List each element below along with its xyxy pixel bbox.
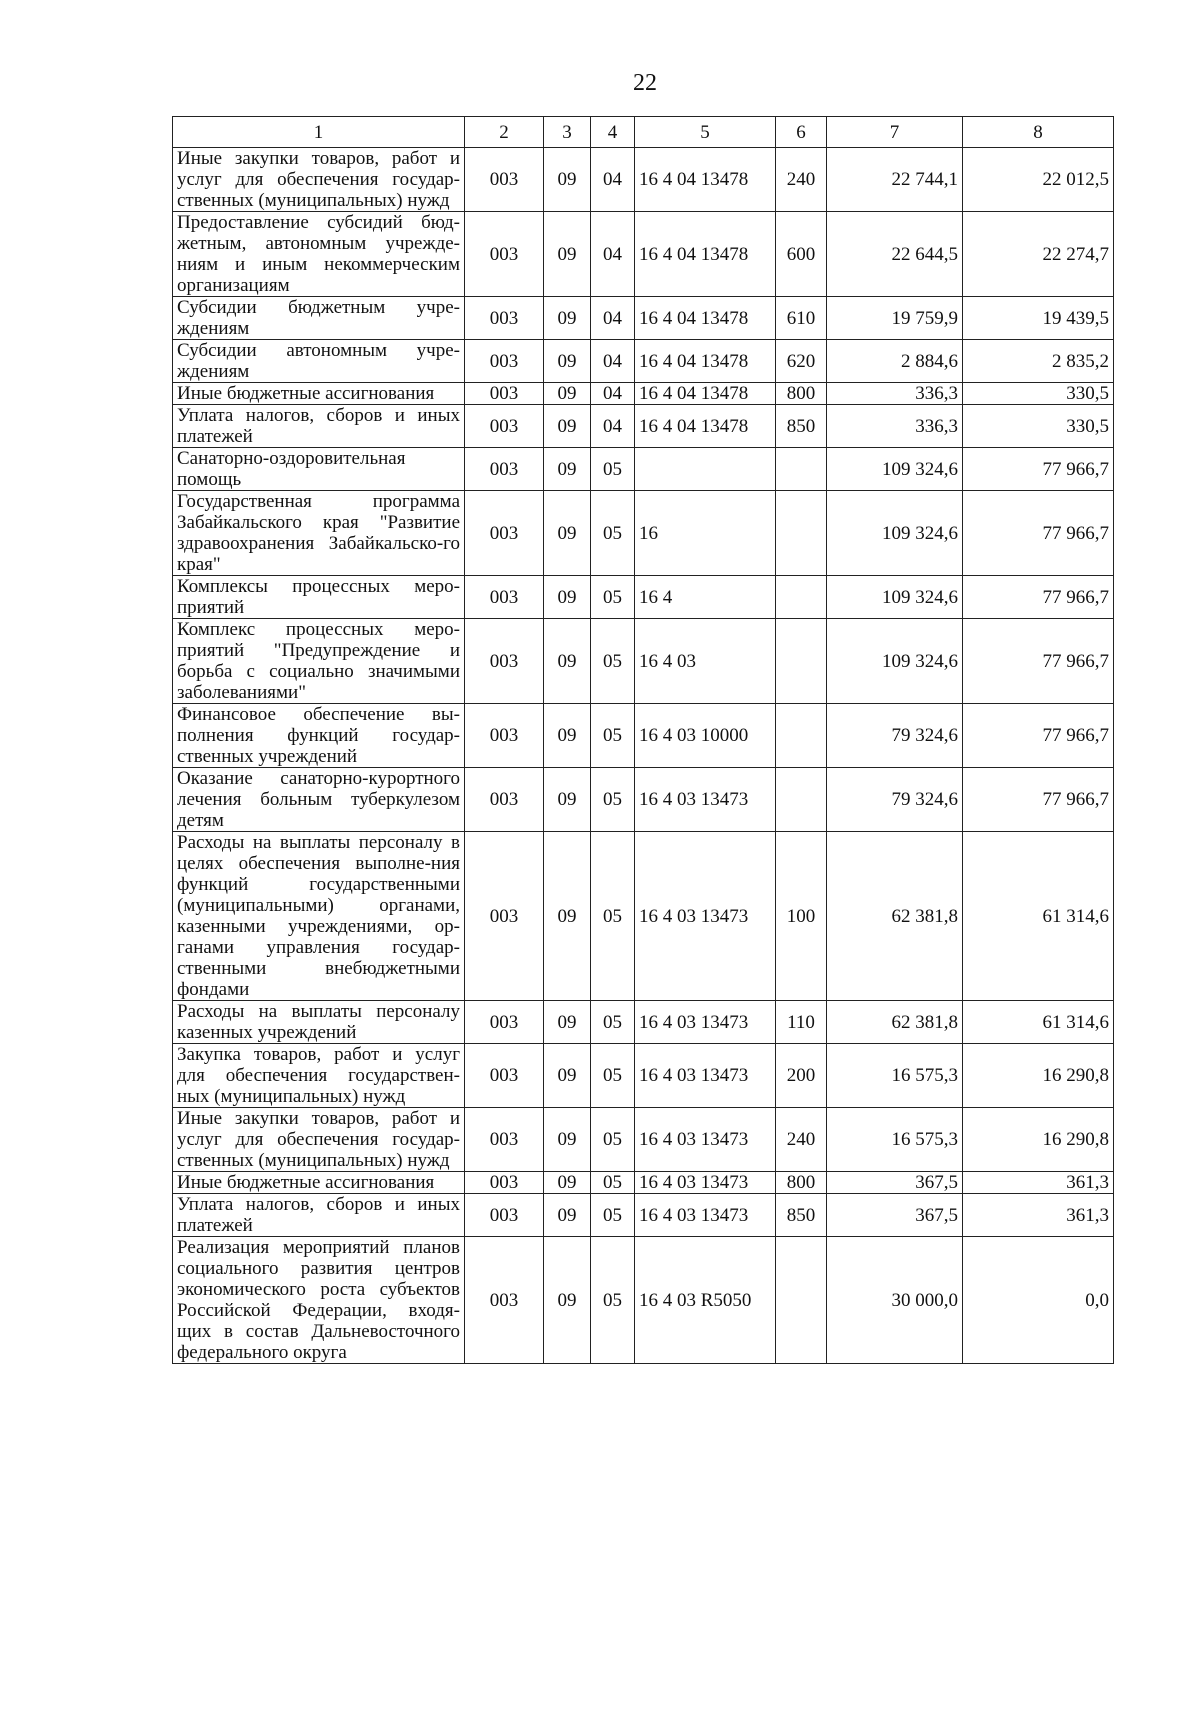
column-header: 8	[963, 117, 1114, 148]
cell-target-article: 16	[635, 491, 776, 576]
column-header: 2	[465, 117, 544, 148]
cell-expense-type: 800	[776, 1172, 827, 1194]
cell-amount-year2: 77 966,7	[963, 768, 1114, 832]
cell-subsection: 05	[591, 448, 635, 491]
cell-target-article: 16 4 03 13473	[635, 1194, 776, 1237]
cell-amount-year2: 61 314,6	[963, 832, 1114, 1001]
cell-section: 09	[544, 383, 591, 405]
cell-amount-year2: 61 314,6	[963, 1001, 1114, 1044]
column-header: 6	[776, 117, 827, 148]
cell-ministry-code: 003	[465, 383, 544, 405]
column-number-row	[173, 117, 1114, 148]
cell-amount-year1: 30 000,0	[827, 1237, 963, 1364]
cell-section: 09	[544, 405, 591, 448]
row-description: Комплекс процессных меро-приятий "Предупреждение и борьба с социально значимыми заболеваниями"	[173, 619, 465, 704]
cell-subsection: 04	[591, 212, 635, 297]
cell-expense-type	[776, 768, 827, 832]
cell-ministry-code: 003	[465, 405, 544, 448]
table-row	[173, 1237, 1114, 1364]
cell-amount-year2: 22 012,5	[963, 148, 1114, 212]
cell-ministry-code: 003	[465, 1108, 544, 1172]
cell-section: 09	[544, 212, 591, 297]
cell-amount-year2: 0,0	[963, 1237, 1114, 1364]
cell-expense-type: 850	[776, 405, 827, 448]
cell-amount-year1: 22 744,1	[827, 148, 963, 212]
cell-subsection: 04	[591, 405, 635, 448]
row-description: Иные закупки товаров, работ и услуг для обеспечения государ-ственных (муниципальных) нужд	[173, 1108, 465, 1172]
cell-target-article: 16 4 04 13478	[635, 405, 776, 448]
cell-amount-year1: 79 324,6	[827, 704, 963, 768]
cell-target-article: 16 4 03 13473	[635, 1108, 776, 1172]
cell-amount-year1: 109 324,6	[827, 619, 963, 704]
budget-table	[172, 116, 1114, 1364]
row-description: Санаторно-оздоровительная помощь	[173, 448, 465, 491]
row-description: Расходы на выплаты персоналу казенных учреждений	[173, 1001, 465, 1044]
cell-section: 09	[544, 832, 591, 1001]
cell-ministry-code: 003	[465, 1001, 544, 1044]
row-description: Закупка товаров, работ и услуг для обеспечения государствен-ных (муниципальных) нужд	[173, 1044, 465, 1108]
cell-amount-year2: 2 835,2	[963, 340, 1114, 383]
cell-subsection: 04	[591, 383, 635, 405]
column-header: 4	[591, 117, 635, 148]
table-row	[173, 383, 1114, 405]
table-row	[173, 491, 1114, 576]
cell-amount-year1: 16 575,3	[827, 1108, 963, 1172]
cell-amount-year2: 77 966,7	[963, 448, 1114, 491]
cell-expense-type: 600	[776, 212, 827, 297]
cell-expense-type	[776, 619, 827, 704]
row-description: Иные бюджетные ассигнования	[173, 1172, 465, 1194]
cell-amount-year1: 109 324,6	[827, 448, 963, 491]
cell-ministry-code: 003	[465, 768, 544, 832]
cell-ministry-code: 003	[465, 704, 544, 768]
cell-expense-type: 100	[776, 832, 827, 1001]
cell-target-article: 16 4 03 10000	[635, 704, 776, 768]
cell-amount-year1: 22 644,5	[827, 212, 963, 297]
cell-section: 09	[544, 1044, 591, 1108]
row-description: Уплата налогов, сборов и иных платежей	[173, 1194, 465, 1237]
cell-subsection: 05	[591, 619, 635, 704]
table-row	[173, 340, 1114, 383]
cell-target-article	[635, 448, 776, 491]
table-row	[173, 704, 1114, 768]
row-description: Расходы на выплаты персоналу в целях обеспечения выполне-ния функций государственными (муниципальными) органами, казенными учреждениями, ор-ганами управления государ-ственными внебюджетными фондами	[173, 832, 465, 1001]
cell-subsection: 05	[591, 704, 635, 768]
page-number: 22	[633, 70, 657, 96]
table-row	[173, 448, 1114, 491]
cell-section: 09	[544, 1172, 591, 1194]
cell-ministry-code: 003	[465, 212, 544, 297]
cell-section: 09	[544, 448, 591, 491]
cell-target-article: 16 4 03 13473	[635, 832, 776, 1001]
cell-amount-year2: 77 966,7	[963, 619, 1114, 704]
cell-amount-year1: 336,3	[827, 405, 963, 448]
table-row	[173, 768, 1114, 832]
cell-ministry-code: 003	[465, 491, 544, 576]
cell-subsection: 04	[591, 148, 635, 212]
cell-section: 09	[544, 148, 591, 212]
cell-amount-year1: 336,3	[827, 383, 963, 405]
cell-expense-type: 110	[776, 1001, 827, 1044]
cell-section: 09	[544, 1108, 591, 1172]
cell-ministry-code: 003	[465, 340, 544, 383]
cell-ministry-code: 003	[465, 148, 544, 212]
table-row	[173, 1001, 1114, 1044]
cell-target-article: 16 4 03 13473	[635, 1172, 776, 1194]
cell-subsection: 04	[591, 340, 635, 383]
cell-target-article: 16 4 03 13473	[635, 1001, 776, 1044]
cell-target-article: 16 4 03	[635, 619, 776, 704]
cell-amount-year2: 77 966,7	[963, 704, 1114, 768]
cell-amount-year2: 16 290,8	[963, 1108, 1114, 1172]
row-description: Субсидии бюджетным учре-ждениям	[173, 297, 465, 340]
cell-target-article: 16 4 03 13473	[635, 768, 776, 832]
cell-expense-type: 610	[776, 297, 827, 340]
table-row	[173, 297, 1114, 340]
cell-amount-year1: 367,5	[827, 1194, 963, 1237]
cell-amount-year2: 330,5	[963, 405, 1114, 448]
table-row	[173, 619, 1114, 704]
cell-expense-type	[776, 704, 827, 768]
cell-subsection: 05	[591, 1108, 635, 1172]
column-header: 3	[544, 117, 591, 148]
cell-amount-year1: 16 575,3	[827, 1044, 963, 1108]
table-row	[173, 148, 1114, 212]
table-row	[173, 1172, 1114, 1194]
cell-amount-year1: 2 884,6	[827, 340, 963, 383]
cell-ministry-code: 003	[465, 448, 544, 491]
cell-target-article: 16 4 03 13473	[635, 1044, 776, 1108]
cell-section: 09	[544, 491, 591, 576]
cell-ministry-code: 003	[465, 1044, 544, 1108]
cell-expense-type: 200	[776, 1044, 827, 1108]
cell-amount-year2: 77 966,7	[963, 491, 1114, 576]
cell-section: 09	[544, 1001, 591, 1044]
cell-section: 09	[544, 1237, 591, 1364]
cell-subsection: 05	[591, 832, 635, 1001]
table-row	[173, 1044, 1114, 1108]
cell-amount-year2: 22 274,7	[963, 212, 1114, 297]
cell-ministry-code: 003	[465, 1237, 544, 1364]
cell-section: 09	[544, 576, 591, 619]
cell-subsection: 05	[591, 768, 635, 832]
table-row	[173, 405, 1114, 448]
cell-subsection: 05	[591, 1172, 635, 1194]
table-row	[173, 832, 1114, 1001]
cell-section: 09	[544, 619, 591, 704]
row-description: Субсидии автономным учре-ждениям	[173, 340, 465, 383]
cell-subsection: 05	[591, 576, 635, 619]
cell-expense-type	[776, 1237, 827, 1364]
cell-ministry-code: 003	[465, 1172, 544, 1194]
row-description: Государственная программа Забайкальского края "Развитие здравоохранения Забайкальско-го края"	[173, 491, 465, 576]
cell-target-article: 16 4 04 13478	[635, 212, 776, 297]
cell-expense-type	[776, 576, 827, 619]
cell-target-article: 16 4 03 R5050	[635, 1237, 776, 1364]
table-row	[173, 212, 1114, 297]
row-description: Финансовое обеспечение вы-полнения функций государ-ственных учреждений	[173, 704, 465, 768]
cell-subsection: 05	[591, 1001, 635, 1044]
cell-section: 09	[544, 1194, 591, 1237]
cell-expense-type: 240	[776, 148, 827, 212]
cell-target-article: 16 4 04 13478	[635, 340, 776, 383]
row-description: Иные бюджетные ассигнования	[173, 383, 465, 405]
cell-ministry-code: 003	[465, 619, 544, 704]
cell-amount-year2: 77 966,7	[963, 576, 1114, 619]
cell-section: 09	[544, 297, 591, 340]
cell-amount-year1: 79 324,6	[827, 768, 963, 832]
cell-subsection: 05	[591, 1237, 635, 1364]
cell-ministry-code: 003	[465, 297, 544, 340]
column-header: 5	[635, 117, 776, 148]
column-header: 7	[827, 117, 963, 148]
cell-amount-year1: 109 324,6	[827, 576, 963, 619]
table-row	[173, 576, 1114, 619]
row-description: Комплексы процессных меро-приятий	[173, 576, 465, 619]
cell-amount-year1: 109 324,6	[827, 491, 963, 576]
cell-amount-year2: 19 439,5	[963, 297, 1114, 340]
cell-expense-type	[776, 448, 827, 491]
cell-target-article: 16 4 04 13478	[635, 383, 776, 405]
cell-ministry-code: 003	[465, 576, 544, 619]
cell-amount-year2: 16 290,8	[963, 1044, 1114, 1108]
cell-amount-year2: 361,3	[963, 1172, 1114, 1194]
cell-ministry-code: 003	[465, 832, 544, 1001]
cell-amount-year2: 361,3	[963, 1194, 1114, 1237]
cell-amount-year1: 19 759,9	[827, 297, 963, 340]
row-description: Уплата налогов, сборов и иных платежей	[173, 405, 465, 448]
cell-subsection: 05	[591, 1194, 635, 1237]
cell-expense-type: 800	[776, 383, 827, 405]
cell-subsection: 04	[591, 297, 635, 340]
cell-target-article: 16 4 04 13478	[635, 297, 776, 340]
cell-amount-year1: 62 381,8	[827, 1001, 963, 1044]
cell-expense-type	[776, 491, 827, 576]
cell-target-article: 16 4 04 13478	[635, 148, 776, 212]
cell-expense-type: 620	[776, 340, 827, 383]
cell-amount-year1: 367,5	[827, 1172, 963, 1194]
row-description: Предоставление субсидий бюд-жетным, автономным учрежде-ниям и иным некоммерческим организациям	[173, 212, 465, 297]
table-row	[173, 1108, 1114, 1172]
table-row	[173, 1194, 1114, 1237]
cell-subsection: 05	[591, 1044, 635, 1108]
cell-section: 09	[544, 768, 591, 832]
cell-ministry-code: 003	[465, 1194, 544, 1237]
cell-expense-type: 850	[776, 1194, 827, 1237]
cell-target-article: 16 4	[635, 576, 776, 619]
row-description: Оказание санаторно-курортного лечения больным туберкулезом детям	[173, 768, 465, 832]
cell-section: 09	[544, 704, 591, 768]
row-description: Иные закупки товаров, работ и услуг для обеспечения государ-ственных (муниципальных) нужд	[173, 148, 465, 212]
cell-expense-type: 240	[776, 1108, 827, 1172]
cell-amount-year2: 330,5	[963, 383, 1114, 405]
row-description: Реализация мероприятий планов социального развития центров экономического роста субъектов Российской Федерации, входя-щих в состав Дальневосточного федерального округа	[173, 1237, 465, 1364]
cell-subsection: 05	[591, 491, 635, 576]
cell-amount-year1: 62 381,8	[827, 832, 963, 1001]
cell-section: 09	[544, 340, 591, 383]
column-header: 1	[173, 117, 465, 148]
